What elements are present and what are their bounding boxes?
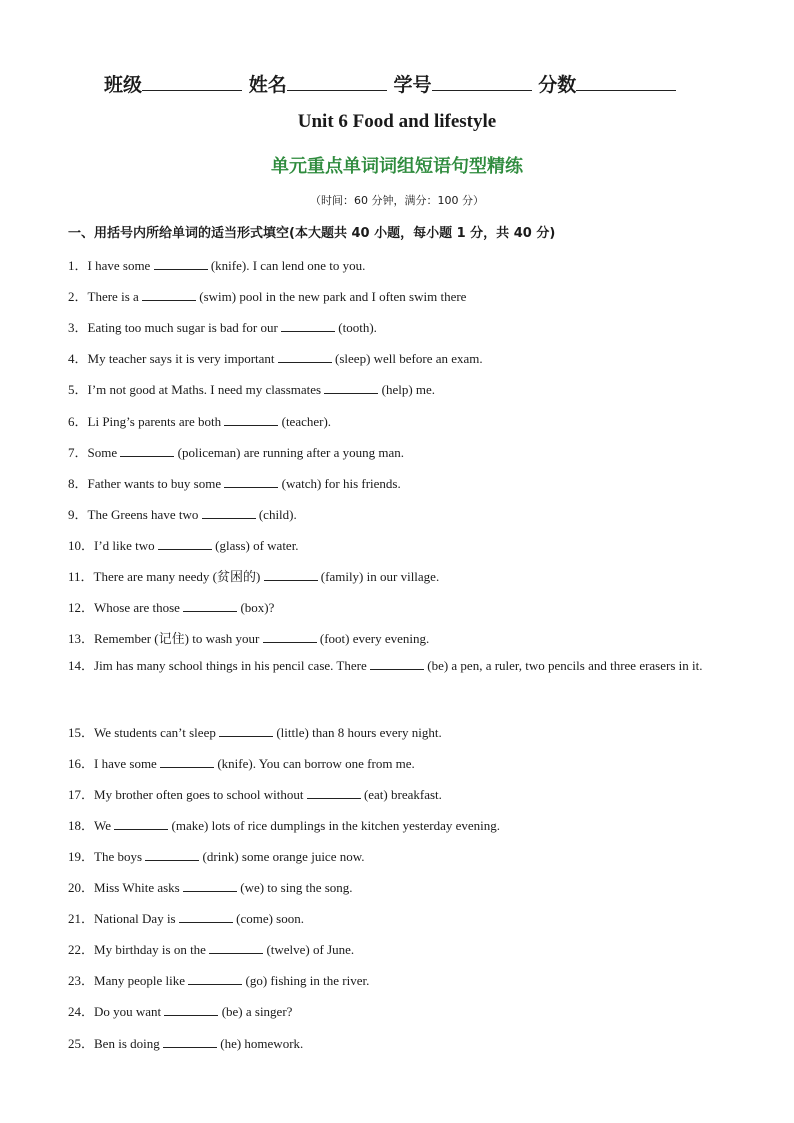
answer-blank[interactable] (114, 817, 168, 830)
question-number: 18． (68, 817, 95, 833)
question-item (68, 846, 365, 865)
question-text-after: (swim) pool in the new park and I often swim there (196, 289, 467, 305)
question-number: 2． (68, 289, 88, 305)
question-text-before: Miss White asks (94, 880, 183, 895)
question-item (68, 1001, 292, 1020)
question-text-after: (foot) every evening. (316, 631, 430, 647)
student-info-line (104, 70, 704, 96)
question-text-before: We students can’t sleep (94, 724, 220, 740)
answer-blank[interactable] (264, 568, 318, 581)
question-number: 10． (68, 537, 95, 553)
question-text-after: (make) lots of rice dumplings in the kitchen yesterday evening. (168, 817, 501, 833)
question-item (68, 753, 415, 772)
question-number: 7． (68, 444, 88, 460)
question-text-after: (we) to sing the song. (236, 880, 353, 895)
question-number: 4． (68, 351, 88, 367)
answer-blank[interactable] (120, 444, 174, 457)
page-title: Unit 6 Food and lifestyle (297, 111, 497, 132)
question-text-before: My brother often goes to school without (94, 786, 307, 802)
question-item (68, 815, 500, 834)
question-text-after: (glass) of water. (211, 537, 299, 553)
score-label: 分数 (538, 75, 577, 96)
answer-blank[interactable] (154, 257, 208, 270)
question-number: 19． (68, 848, 95, 864)
question-number: 25． (68, 1035, 95, 1051)
question-text-after: (help) me. (378, 382, 436, 398)
question-text-after: (family) in our village. (317, 569, 440, 584)
question-text-before: Jim has many school things in his pencil case. There (94, 658, 370, 674)
name-label: 姓名 (248, 75, 287, 96)
question-text-after: (policeman) are running after a young man. (174, 444, 404, 460)
answer-blank[interactable] (164, 1003, 218, 1016)
question-text-before: Ben is doing (94, 1035, 163, 1051)
answer-blank[interactable] (160, 755, 214, 768)
question-text-after: (come) soon. (232, 911, 304, 927)
question-number: 3． (68, 320, 88, 336)
question-item (68, 939, 354, 958)
answer-blank[interactable] (224, 475, 278, 488)
page-subtitle: 单元重点单词词组短语句型精练 (271, 156, 523, 177)
answer-blank[interactable] (219, 724, 273, 737)
question-number: 14． (68, 658, 95, 674)
question-text-before: My birthday is on the (94, 942, 210, 958)
question-item (68, 348, 483, 367)
answer-blank[interactable] (183, 879, 237, 892)
answer-blank[interactable] (183, 599, 237, 612)
question-text-before: I’m not good at Maths. I need my classmates (87, 382, 325, 398)
question-text-before: The Greens have two (87, 506, 202, 522)
answer-blank[interactable] (209, 941, 263, 954)
answer-blank[interactable] (145, 848, 199, 861)
question-item (68, 411, 331, 430)
question-item (68, 442, 404, 461)
question-text-after: (eat) breakfast. (360, 786, 442, 802)
answer-blank[interactable] (281, 319, 335, 332)
question-number: 24． (68, 1004, 95, 1020)
question-text-before: Whose are those (94, 600, 184, 616)
question-number: 15． (68, 724, 95, 740)
question-item (68, 317, 377, 336)
question-text-before: Some (87, 444, 121, 460)
question-text-after: (drink) some orange juice now. (199, 848, 365, 864)
answer-blank[interactable] (324, 381, 378, 394)
class-field[interactable] (142, 74, 242, 91)
question-item (68, 597, 274, 616)
question-item (68, 784, 442, 803)
answer-blank[interactable] (224, 413, 278, 426)
student-id-field[interactable] (432, 74, 532, 91)
question-number: 23． (68, 973, 95, 989)
question-text-before: Li Ping’s parents are both (87, 413, 225, 429)
score-field[interactable] (576, 74, 676, 91)
question-number: 13． (68, 631, 95, 647)
question-number: 1． (68, 258, 88, 273)
answer-blank[interactable] (158, 537, 212, 550)
question-number: 21． (68, 911, 95, 927)
question-text-after: (knife). I can lend one to you. (207, 258, 366, 273)
question-text-before: The boys (94, 848, 146, 864)
class-label: 班级 (104, 75, 143, 96)
question-text-before: Many people like (94, 973, 189, 989)
question-number: 22． (68, 942, 95, 958)
question-item (68, 566, 439, 585)
question-item (68, 722, 442, 741)
question-text-after: (watch) for his friends. (278, 475, 401, 491)
question-number: 6． (68, 413, 88, 429)
question-item (68, 908, 304, 927)
question-item (68, 970, 369, 989)
answer-blank[interactable] (370, 657, 424, 670)
answer-blank[interactable] (163, 1035, 217, 1048)
question-text-after: (teacher). (278, 413, 332, 429)
question-text-before: There are many needy (贫困的) (93, 569, 264, 584)
question-text-after: (twelve) of June. (263, 942, 355, 958)
answer-blank[interactable] (278, 350, 332, 363)
question-text-before: We (94, 817, 115, 833)
question-number: 5． (68, 382, 88, 398)
section-heading: 一、用括号内所给单词的适当形式填空(本大题共 40 小题，每小题 1 分，共 40 分) (68, 226, 556, 241)
student-id-label: 学号 (393, 75, 432, 96)
question-text-before: Do you want (94, 1004, 165, 1020)
question-number: 8． (68, 475, 88, 491)
time-score-note: （时间：60 分钟，满分：100 分） (310, 194, 484, 207)
question-number: 9． (68, 506, 88, 522)
question-number: 17． (68, 786, 95, 802)
question-item (68, 877, 353, 896)
question-item (68, 628, 429, 647)
question-item (68, 535, 299, 554)
question-text-before: I’d like two (94, 537, 158, 553)
question-number: 16． (68, 755, 95, 771)
question-text-after: (go) fishing in the river. (242, 973, 370, 989)
question-text-before: I have some (94, 755, 161, 771)
question-text-after: (knife). You can borrow one from me. (214, 755, 415, 771)
question-item (68, 650, 728, 682)
question-item (68, 504, 297, 523)
answer-blank[interactable] (307, 786, 361, 799)
question-text-after: (sleep) well before an exam. (331, 351, 483, 367)
answer-blank[interactable] (179, 910, 233, 923)
question-item (68, 1033, 303, 1052)
answer-blank[interactable] (263, 630, 317, 643)
question-number: 11． (68, 569, 94, 584)
question-text-after: (he) homework. (217, 1035, 304, 1051)
answer-blank[interactable] (202, 506, 256, 519)
question-item (68, 255, 365, 274)
question-text-after: (child). (255, 506, 297, 522)
question-text-before: There is a (87, 289, 143, 305)
question-item (68, 286, 466, 305)
question-text-before: National Day is (94, 911, 179, 927)
question-text-after: (box)? (237, 600, 275, 616)
question-text-before: Father wants to buy some (87, 475, 225, 491)
question-item (68, 473, 401, 492)
name-field[interactable] (287, 74, 387, 91)
answer-blank[interactable] (142, 288, 196, 301)
question-text-before: Remember (记住) to wash your (94, 631, 263, 647)
question-text-before: My teacher says it is very important (87, 351, 278, 367)
question-item (68, 379, 435, 398)
question-text-before: I have some (87, 258, 154, 273)
question-number: 12． (68, 600, 95, 616)
question-text-before: Eating too much sugar is bad for our (87, 320, 282, 336)
question-number: 20． (68, 880, 95, 895)
question-text-after: (little) than 8 hours every night. (273, 724, 442, 740)
question-text-after: (be) a singer? (218, 1004, 293, 1020)
question-text-after: (tooth). (335, 320, 377, 336)
question-text-after: (be) a pen, a ruler, two pencils and three erasers in it. (423, 658, 703, 674)
answer-blank[interactable] (188, 972, 242, 985)
